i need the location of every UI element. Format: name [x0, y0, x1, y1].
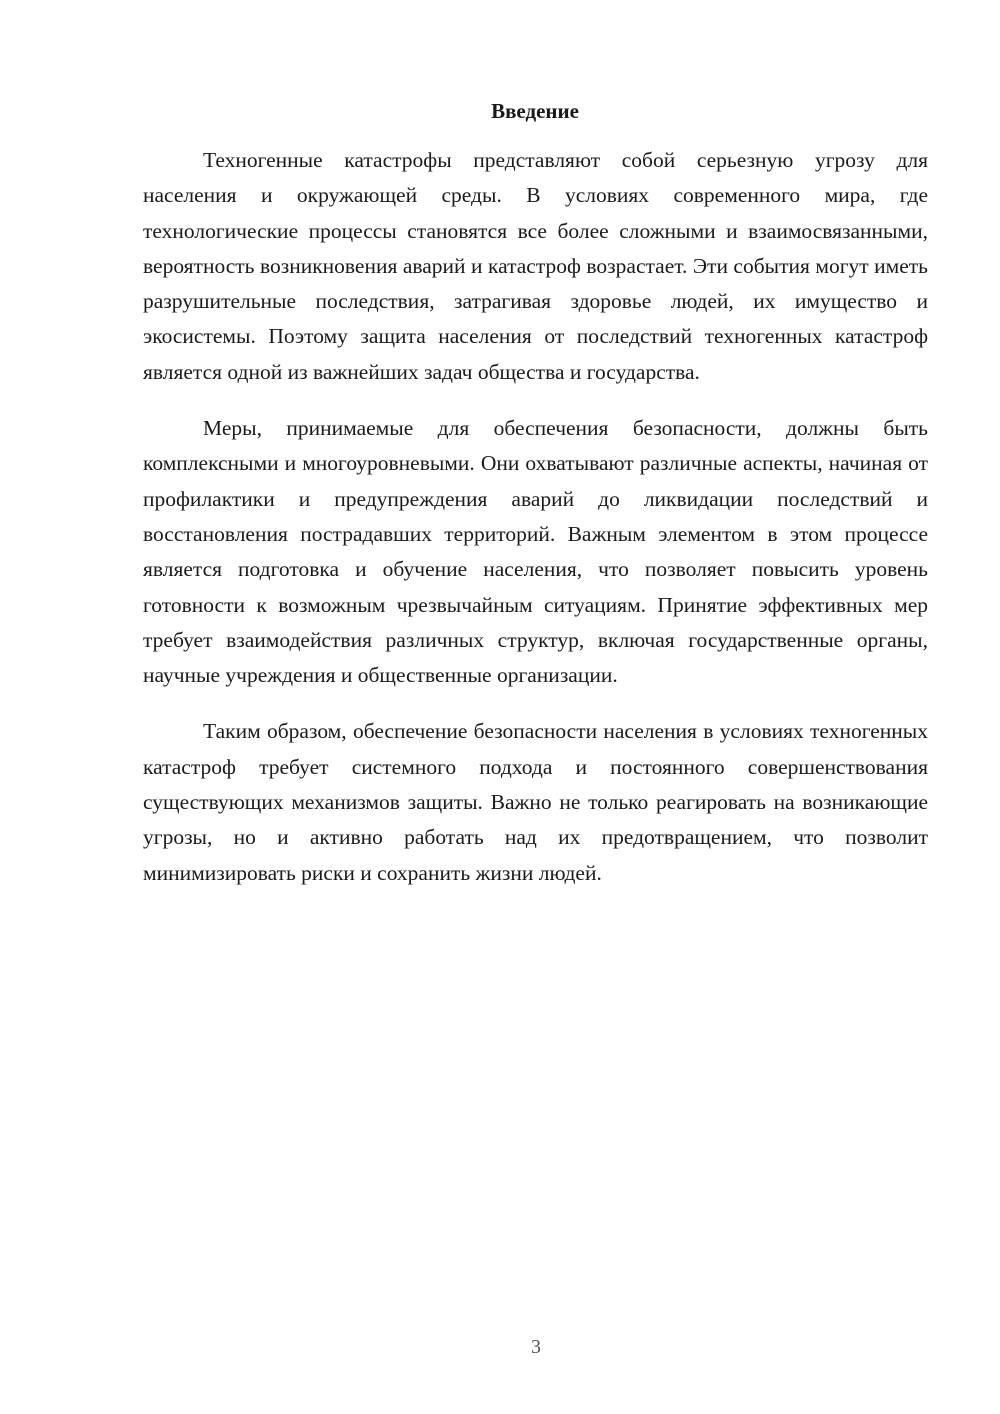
page-number: 3: [531, 1336, 541, 1358]
paragraph-2: Меры, принимаемые для обеспечения безопасности, должны быть комплексными и многоуровневыми. Они охватывают различные аспекты, начиная от профилактики и предупреждения аварий до ликвидации последствий и восстановления пострадавших территорий. Важным элементом в этом процессе является подготовка и обучение населения, что позволяет повысить уровень готовности к возможным чрезвычайным ситуациям. Принятие эффективных мер требует взаимодействия различных структур, включая государственные органы, научные учреждения и общественные организации.: [143, 416, 928, 688]
body-text: [143, 143, 928, 912]
paragraph-3: Таким образом, обеспечение безопасности населения в условиях техногенных катастроф требует системного подхода и постоянного совершенствования существующих механизмов защиты. Важно не только реагировать на возникающие угрозы, но и активно работать над их предотвращением, что позволит минимизировать риски и сохранить жизни людей.: [143, 719, 928, 885]
section-heading: Введение: [491, 99, 579, 123]
paragraph-1: Техногенные катастрофы представляют собой серьезную угрозу для населения и окружающей среды. В условиях современного мира, где технологические процессы становятся все более сложными и взаимосвязанными, вероятность возникновения аварий и катастроф возрастает. Эти события могут иметь разрушительные последствия, затрагивая здоровье людей, их имущество и экосистемы. Поэтому защита населения от последствий техногенных катастроф является одной из важнейших задач общества и государства.: [143, 148, 928, 384]
